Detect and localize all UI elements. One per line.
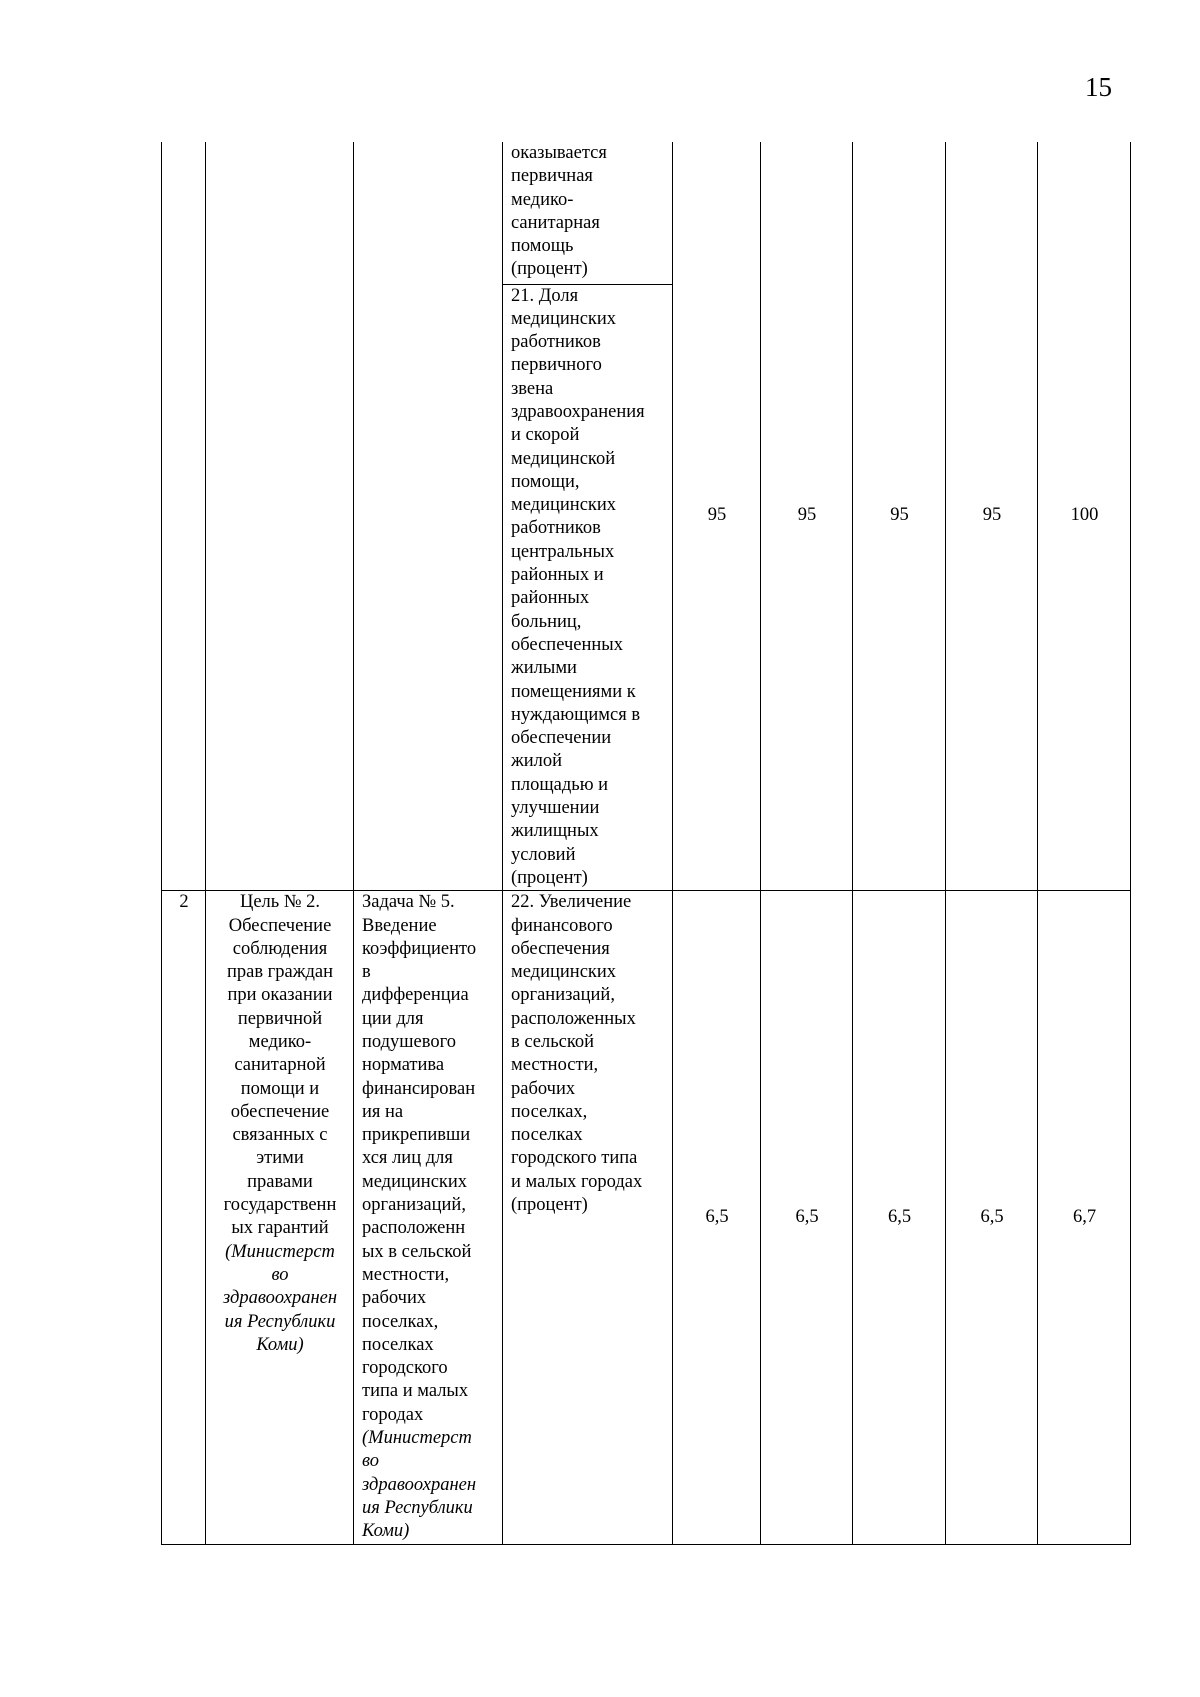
value-cell bbox=[1038, 891, 1131, 1544]
row-number-cell bbox=[162, 891, 206, 1544]
value-cell bbox=[853, 891, 946, 1544]
goal-responsible-text: (Министерст во здравоохранен ия Республики Коми) bbox=[222, 1241, 338, 1355]
value-cell bbox=[1038, 142, 1131, 891]
value-cell bbox=[761, 142, 853, 891]
indicator-cell bbox=[503, 284, 673, 891]
value-text: 95 bbox=[982, 505, 1002, 526]
value-text: 6,5 bbox=[980, 1206, 1004, 1227]
value-cell bbox=[946, 142, 1038, 891]
value-cell bbox=[761, 891, 853, 1544]
value-text: 6,5 bbox=[887, 1206, 912, 1227]
row-number-cell bbox=[162, 142, 206, 891]
table-row bbox=[162, 891, 1131, 1544]
indicator-cell bbox=[503, 891, 673, 1544]
table-row bbox=[162, 142, 1131, 284]
row-number: 2 bbox=[179, 892, 189, 913]
indicator-table bbox=[161, 142, 1131, 1545]
value-text: 6,5 bbox=[705, 1206, 729, 1227]
value-cell bbox=[946, 891, 1038, 1544]
value-text: 95 bbox=[890, 505, 909, 526]
value-cell bbox=[673, 891, 761, 1544]
value-text: 95 bbox=[797, 505, 817, 526]
indicator-text: 21. Доля медицинских работников первичного звена здравоохранения и скорой медицинской помощи, медицинских работников центральных районных и районных больниц, обеспеченных жилыми помещениями к нуждающимся в обеспечении жилой площадью и улучшении жилищных условий (процент) bbox=[511, 285, 645, 888]
task-text: Задача № 5. Введение коэффициенто в дифференциа ции для подушевого норматива финансирован ия на прикрепивши хся лиц для медицинских организаций, расположенн ых в сельской местности, рабочих поселках, поселках городского типа и малых городах bbox=[362, 892, 477, 1425]
indicator-text: оказывается первичная медико- санитарная помощь (процент) bbox=[511, 143, 607, 280]
value-text: 95 bbox=[707, 505, 727, 526]
indicator-text: 22. Увеличение финансового обеспечения медицинских организаций, расположенных в сельской местности, рабочих поселках, поселках городского типа и малых городах (процент) bbox=[511, 892, 643, 1216]
task-cell bbox=[354, 142, 503, 891]
value-cell bbox=[673, 142, 761, 891]
goal-cell bbox=[206, 142, 354, 891]
value-cell bbox=[853, 142, 946, 891]
value-text: 100 bbox=[1070, 505, 1099, 526]
value-text: 6,5 bbox=[795, 1206, 819, 1227]
task-cell bbox=[354, 891, 503, 1544]
goal-text: Цель № 2. Обеспечение соблюдения прав граждан при оказании первичной медико- санитарной помощи и обеспечение связанных с этими правами государственн ых гарантий bbox=[223, 892, 337, 1239]
page-number: 15 bbox=[1085, 72, 1112, 102]
goal-cell bbox=[206, 891, 354, 1544]
indicator-cell bbox=[503, 142, 673, 284]
value-text: 6,7 bbox=[1072, 1206, 1097, 1227]
task-responsible-text: (Министерст во здравоохранен ия Республики Коми) bbox=[362, 1428, 477, 1542]
